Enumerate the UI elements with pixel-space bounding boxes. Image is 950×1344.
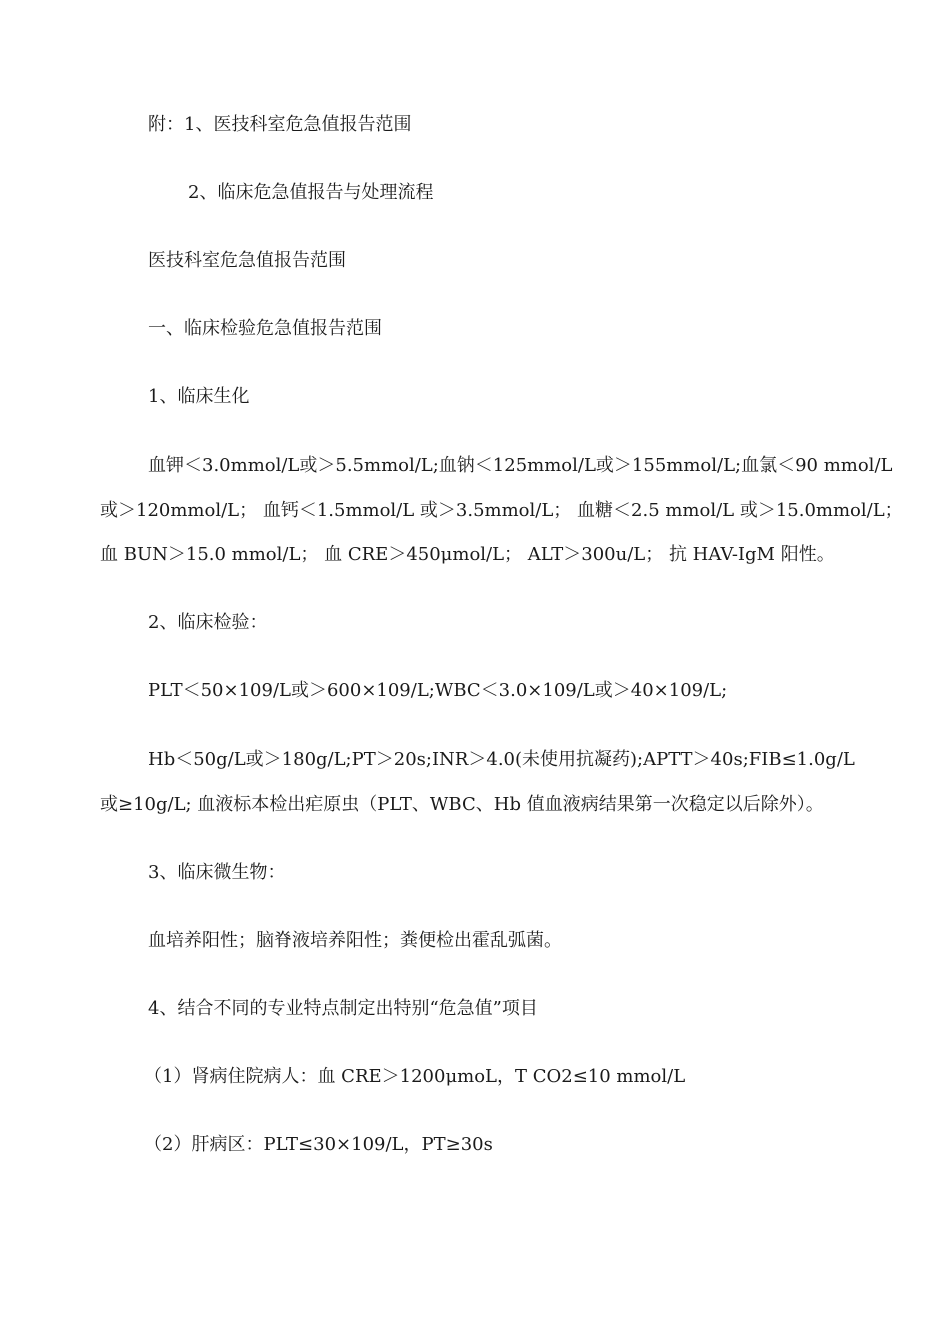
section-title: 医技科室危急值报告范围 (148, 250, 346, 271)
biochem-text-line-1: 血钾＜3.0mmol/L或＞5.5mmol/L;血钠＜125mmol/L或＞155mmol/L;血氯＜90 mmol/L (148, 455, 893, 476)
part-one-heading: 一、临床检验危急值报告范围 (148, 318, 382, 339)
lab-test-text-line-3: 或≥10g/L; 血液标本检出疟原虫（PLT、WBC、Hb 值血液病结果第一次稳定以后除外）。 (100, 794, 824, 815)
attachment-item-2: 2、临床危急值报告与处理流程 (188, 182, 434, 203)
special-item-liver: （2）肝病区：PLT≤30×109/L，PT≥30s (144, 1134, 493, 1155)
lab-test-heading: 2、临床检验： (148, 612, 268, 633)
microbiology-text: 血培养阳性；脑脊液培养阳性；粪便检出霍乱弧菌。 (148, 930, 562, 951)
biochem-text-line-3: 血 BUN＞15.0 mmol/L； 血 CRE＞450μmol/L； ALT＞300u/L； 抗 HAV-IgM 阳性。 (100, 544, 835, 565)
biochem-text-line-2: 或＞120mmol/L； 血钙＜1.5mmol/L 或＞3.5mmol/L； 血糖＜2.5 mmol/L 或＞15.0mmol/L； (100, 500, 903, 521)
biochem-heading: 1、临床生化 (148, 386, 250, 407)
special-items-heading: 4、结合不同的专业特点制定出特别“危急值”项目 (148, 998, 538, 1019)
attachment-item-1: 附：1、医技科室危急值报告范围 (148, 114, 412, 135)
special-item-kidney: （1）肾病住院病人：血 CRE＞1200μmoL，T CO2≤10 mmol/L (144, 1066, 686, 1087)
lab-test-text-line-1: PLT＜50×109/L或＞600×109/L;WBC＜3.0×109/L或＞40×109/L; (148, 680, 728, 701)
lab-test-text-line-2: Hb＜50g/L或＞180g/L;PT＞20s;INR＞4.0(未使用抗凝药);APTT＞40s;FIB≤1.0g/L (148, 749, 855, 770)
microbiology-heading: 3、临床微生物： (148, 862, 286, 883)
